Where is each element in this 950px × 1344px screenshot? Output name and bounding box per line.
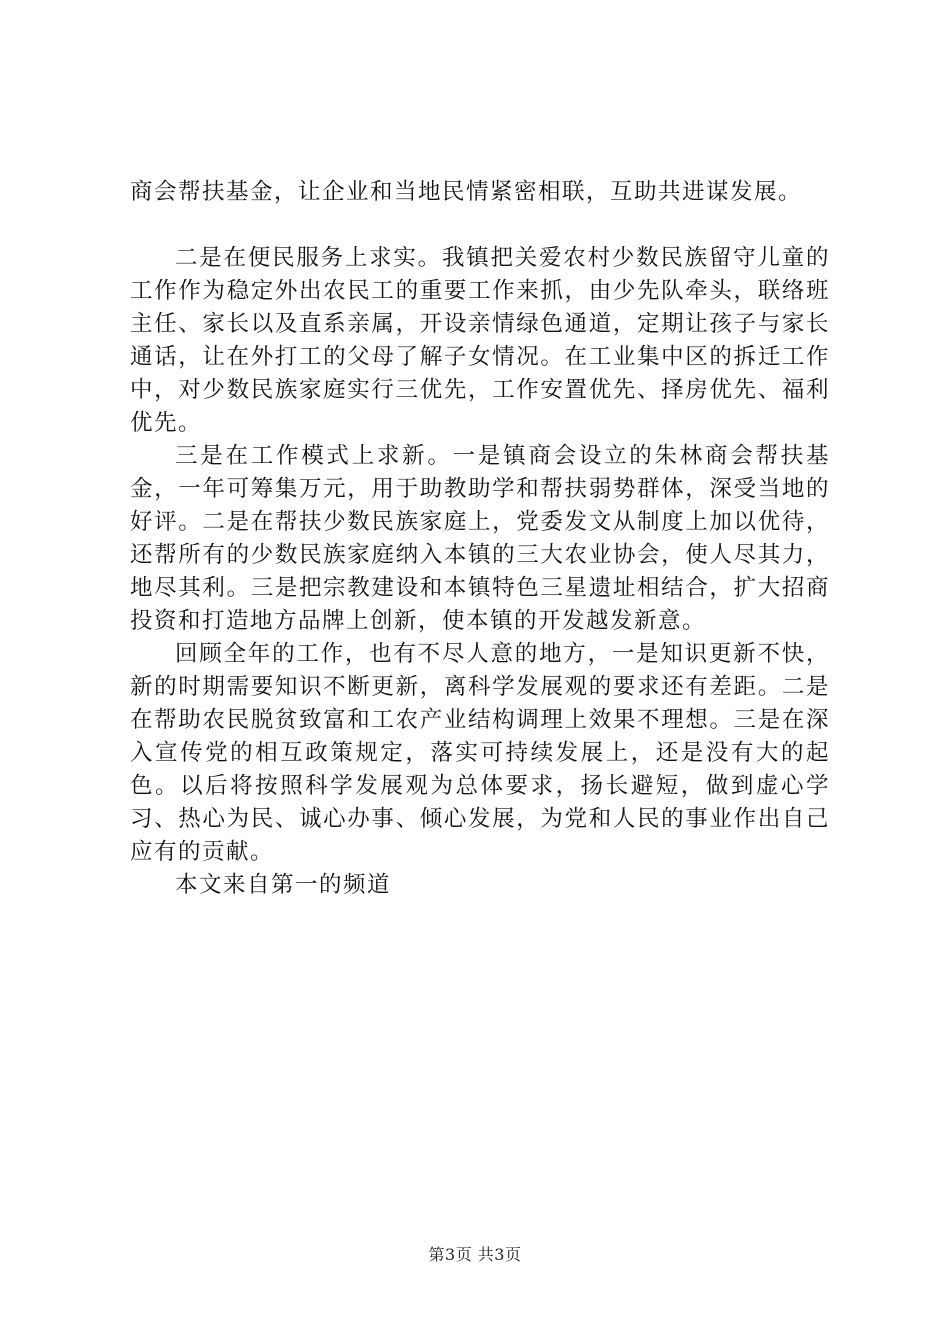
paragraph-work-mode: 三是在工作模式上求新。一是镇商会设立的朱林商会帮扶基金，一年可筹集万元，用于助教助学和帮扶弱势群体，深受当地的好评。二是在帮扶少数民族家庭上，党委发文从制度上加以优待，还帮所有的少数民族家庭纳入本镇的三大农业协会，使人尽其力，地尽其利。三是把宗教建设和本镇特色三星遗址相结合，扩大招商投资和打造地方品牌上创新，使本镇的开发越发新意。 [130, 443, 830, 634]
paragraph-convenience-service: 二是在便民服务上求实。我镇把关爱农村少数民族留守儿童的工作作为稳定外出农民工的重要工作来抓，由少先队牵头，联络班主任、家长以及直系亲属，开设亲情绿色通道，定期让孩子与家长通话，让在外打工的父母了解子女情况。在工业集中区的拆迁工作中，对少数民族家庭实行三优先，工作安置优先、择房优先、福利优先。 [130, 245, 830, 436]
document-body [130, 176, 830, 902]
paragraph-review: 回顾全年的工作，也有不尽人意的地方，一是知识更新不快，新的时期需要知识不断更新，离科学发展观的要求还有差距。二是在帮助农民脱贫致富和工农产业结构调理上效果不理想。三是在深入宣传党的相互政策规定，落实可持续发展上，还是没有大的起色。以后将按照科学发展观为总体要求，扬长避短，做到虚心学习、热心为民、诚心办事、倾心发展，为党和人民的事业作出自己应有的贡献。 [130, 641, 830, 865]
paragraph-continuation: 商会帮扶基金，让企业和当地民情紧密相联，互助共进谋发展。 [130, 179, 803, 205]
paragraph-source-note: 本文来自第一的频道 [175, 872, 392, 898]
page-footer: 第3页 共3页 [428, 1245, 522, 1264]
